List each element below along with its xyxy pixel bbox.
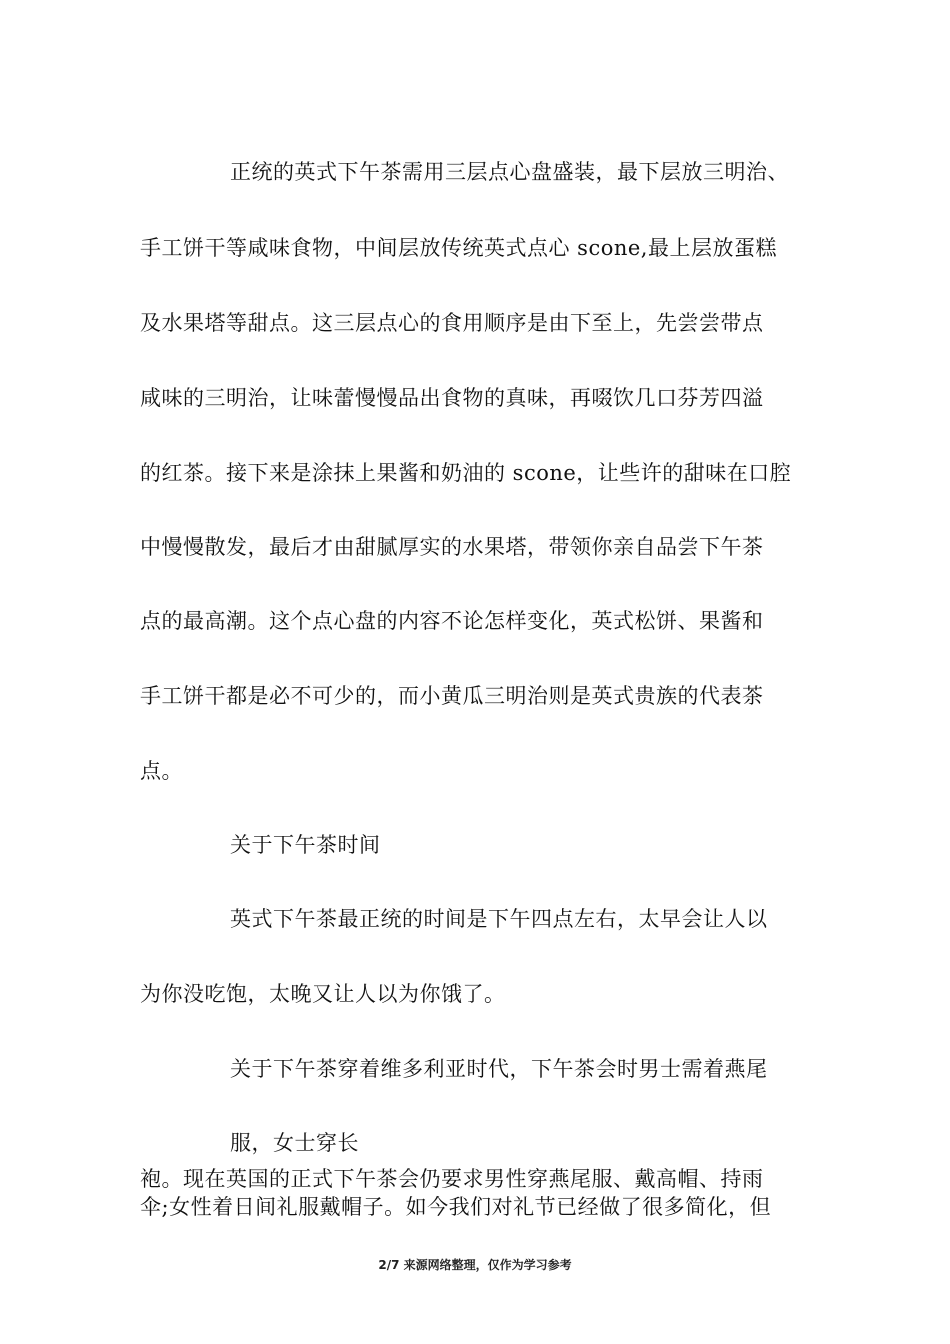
page-footer: 2/7 来源网络整理，仅作为学习参考 bbox=[378, 1258, 572, 1272]
p3-line-1: 关于下午茶穿着维多利亚时代，下午茶会时男士需着燕尾 bbox=[230, 1057, 768, 1081]
p1-line-1: 正统的英式下午茶需用三层点心盘盛装，最下层放三明治、 bbox=[230, 160, 789, 184]
p1-line-5: 的红茶。接下来是涂抹上果酱和奶油的 scone，让些许的甜味在口腔 bbox=[140, 461, 792, 485]
p1-line-4: 咸味的三明治，让味蕾慢慢品出食物的真味，再啜饮几口芬芳四溢 bbox=[140, 386, 764, 410]
p1-line-3: 及水果塔等甜点。这三层点心的食用顺序是由下至上，先尝尝带点 bbox=[140, 311, 764, 335]
p1-line-8: 手工饼干都是必不可少的，而小黄瓜三明治则是英式贵族的代表茶 bbox=[140, 684, 764, 708]
section-heading-time: 关于下午茶时间 bbox=[230, 833, 381, 857]
p3-line-2: 服，女士穿长 bbox=[230, 1131, 359, 1155]
p2-line-1: 英式下午茶最正统的时间是下午四点左右，太早会让人以 bbox=[230, 907, 768, 931]
p1-line-7: 点的最高潮。这个点心盘的内容不论怎样变化，英式松饼、果酱和 bbox=[140, 609, 764, 633]
p1-line-9: 点。 bbox=[140, 759, 183, 783]
p1-line-2: 手工饼干等咸味食物，中间层放传统英式点心 scone,最上层放蛋糕 bbox=[140, 236, 777, 260]
p3-line-3: 袍。现在英国的正式下午茶会仍要求男性穿燕尾服、戴高帽、持雨 bbox=[140, 1167, 764, 1191]
p2-line-2: 为你没吃饱，太晚又让人以为你饿了。 bbox=[140, 982, 506, 1006]
p1-line-6: 中慢慢散发，最后才由甜腻厚实的水果塔，带领你亲自品尝下午茶 bbox=[140, 535, 764, 559]
p3-line-4: 伞;女性着日间礼服戴帽子。如今我们对礼节已经做了很多简化，但 bbox=[140, 1195, 772, 1219]
